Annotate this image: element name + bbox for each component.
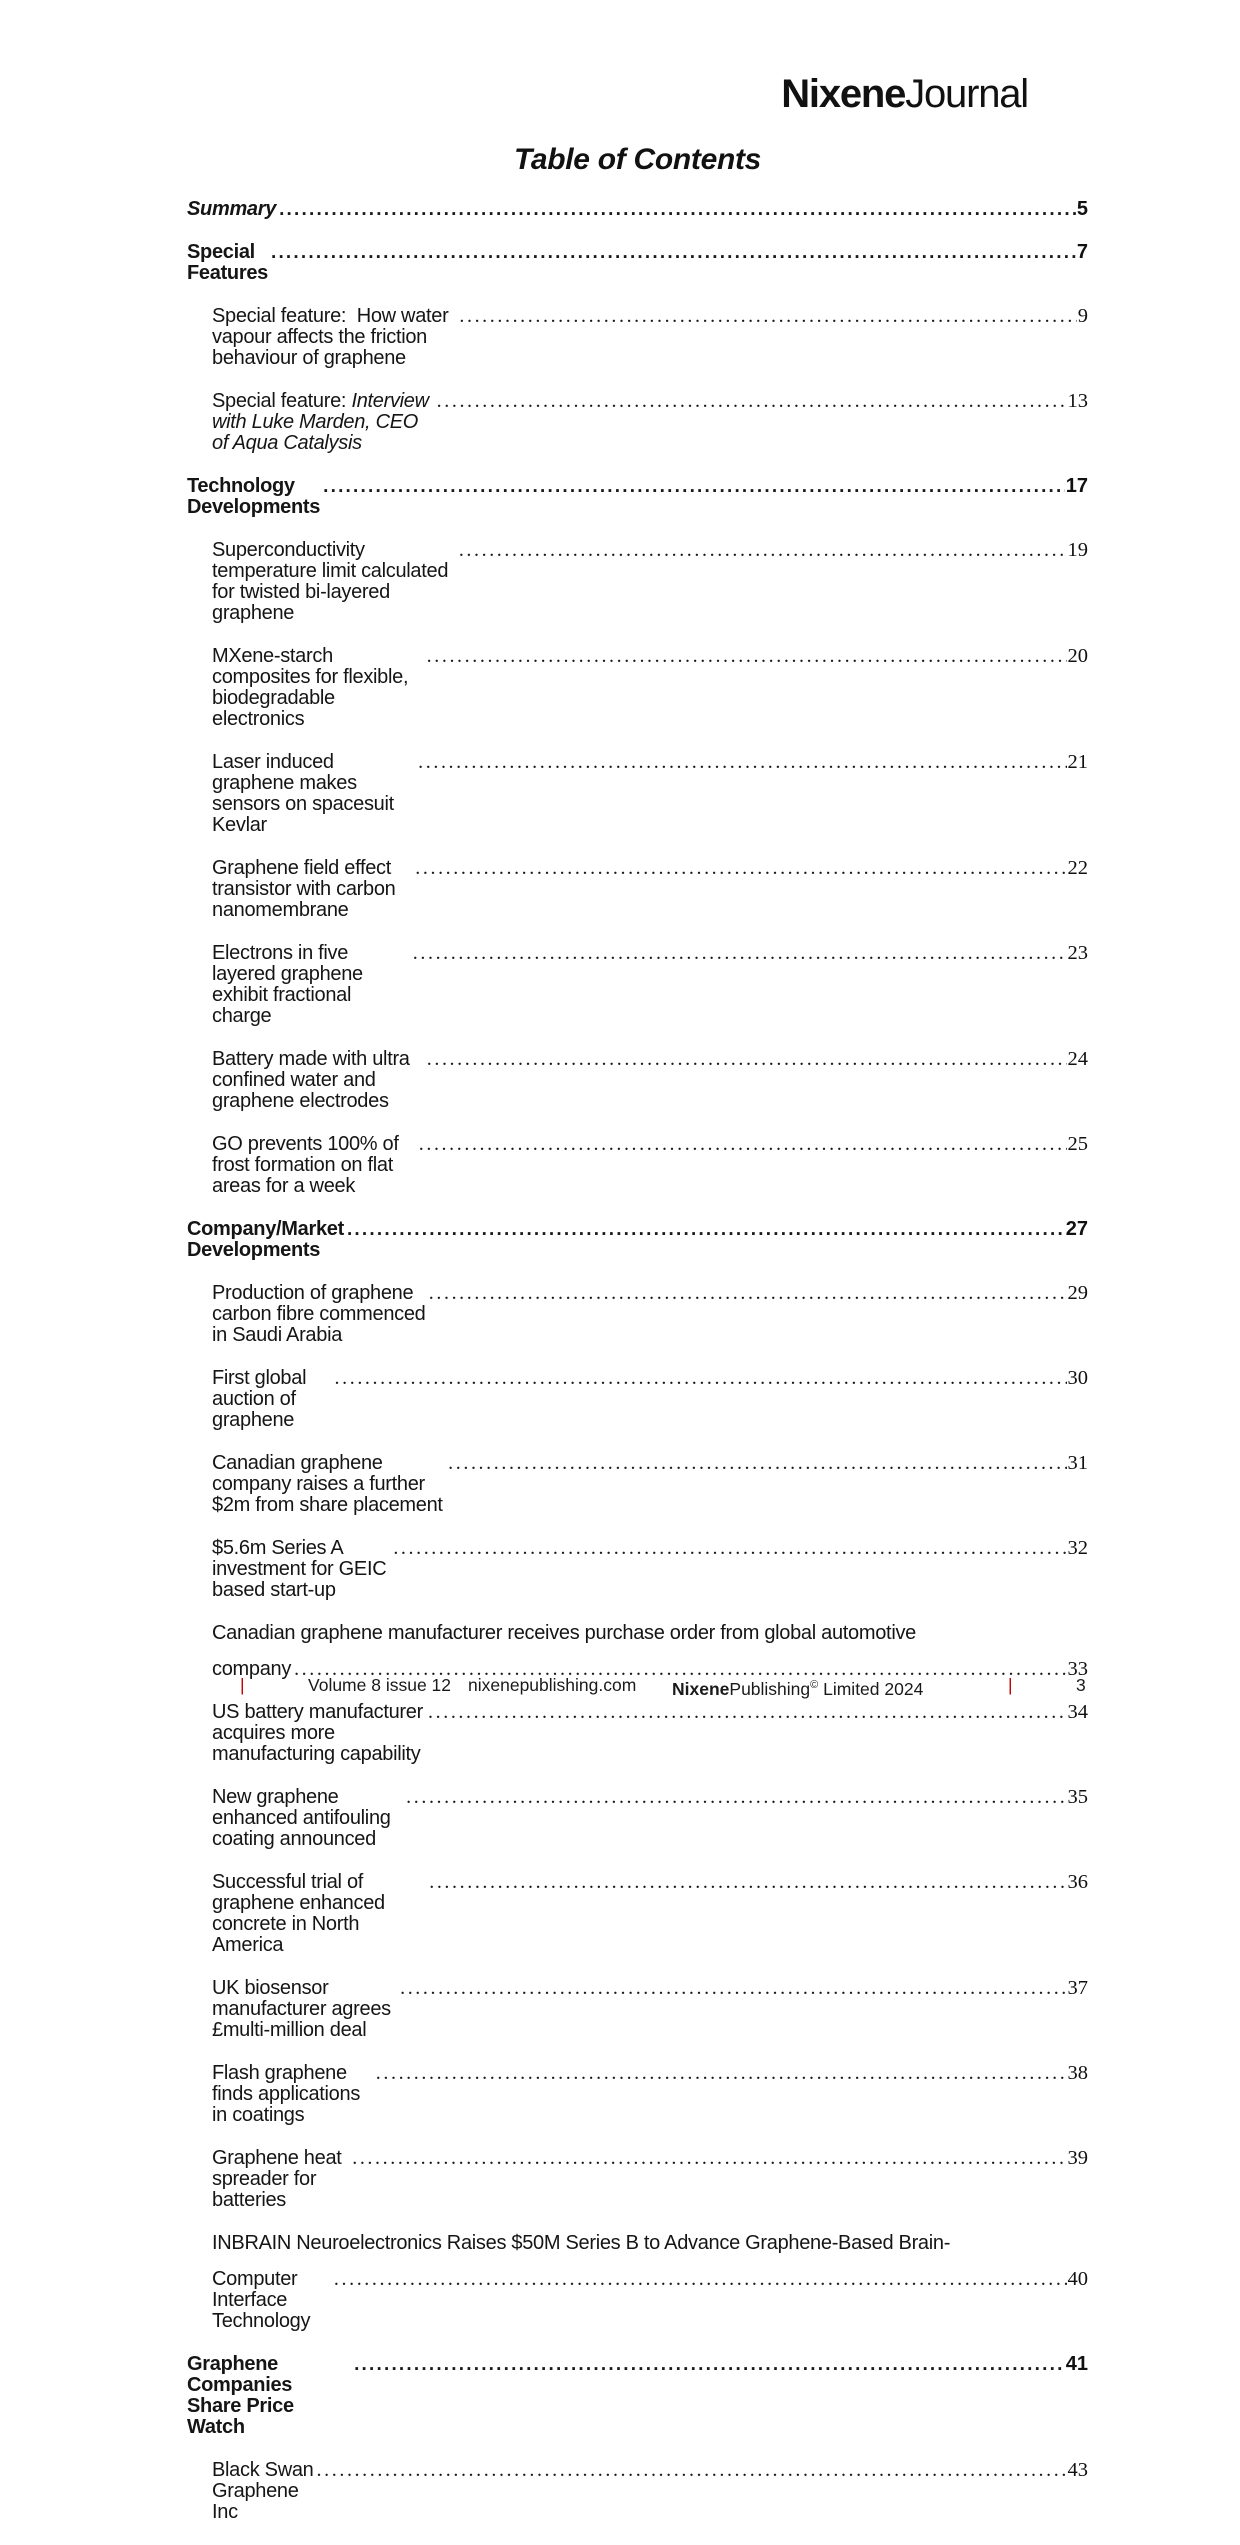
dot-leader — [448, 1453, 1066, 1474]
toc-page-number: 21 — [1067, 751, 1088, 773]
toc-entry — [187, 2460, 1088, 2523]
toc-entry-text: Computer Interface Technology — [212, 2268, 311, 2332]
toc-entry — [187, 391, 1088, 454]
toc-entry-first-line: Canadian graphene manufacturer receives purchase order from global automotive — [212, 1622, 916, 1644]
dot-leader — [376, 2063, 1067, 2084]
toc-entry-text: Battery made with ultra confined water and graphene electrodes — [212, 1048, 415, 1112]
toc-entry-label — [212, 858, 412, 921]
toc-entry-row — [212, 1872, 1088, 1956]
dot-leader — [427, 1049, 1067, 1070]
toc-entry-text: Canadian graphene company raises a further $2m from share placement — [212, 1452, 443, 1516]
dot-leader — [335, 1368, 1067, 1389]
toc-entry-label — [212, 1368, 332, 1431]
toc-entry-text: Special feature: — [212, 390, 352, 412]
footer-separator: | — [1008, 1675, 1013, 1695]
footer-publisher-nixene: Nixene — [672, 1679, 730, 1699]
toc-entry-text: company — [212, 1658, 292, 1680]
toc-entry — [187, 2354, 1088, 2438]
toc-entry-label — [212, 2148, 349, 2211]
toc-entry-text: MXene-starch composites for flexible, biodegradable electronics — [212, 645, 414, 730]
toc-page-number: 37 — [1067, 1977, 1088, 1999]
toc-page-number: 19 — [1067, 539, 1088, 561]
toc-entry-row — [212, 1538, 1088, 1601]
toc-entry-label — [212, 306, 456, 369]
toc-entry-row — [187, 199, 1088, 220]
dot-leader — [406, 1787, 1066, 1808]
table-of-contents — [187, 199, 1088, 2545]
toc-entry-row — [187, 242, 1088, 284]
footer-separator: | — [240, 1675, 245, 1695]
toc-page-number: 20 — [1067, 645, 1088, 667]
dot-leader — [352, 2148, 1066, 2169]
toc-entry — [187, 1872, 1088, 1956]
toc-entry — [187, 1219, 1088, 1261]
toc-page-number: 43 — [1067, 2459, 1088, 2481]
toc-entry-row — [212, 752, 1088, 836]
toc-entry-row — [212, 1368, 1088, 1431]
toc-entry-row — [212, 1049, 1088, 1112]
toc-entry — [187, 943, 1088, 1027]
dot-leader — [400, 1978, 1066, 1999]
logo-nixene: Nixene — [781, 72, 906, 116]
toc-entry-row — [212, 1283, 1088, 1346]
toc-entry-text: US battery manufacturer acquires more manufacturing capability — [212, 1701, 429, 1765]
toc-entry-label — [212, 1453, 445, 1516]
toc-entry — [187, 646, 1088, 730]
toc-page-number: 27 — [1065, 1218, 1088, 1240]
toc-entry-text: Graphene heat spreader for batteries — [212, 2147, 347, 2211]
dot-leader — [271, 242, 1076, 263]
toc-page-number: 35 — [1067, 1786, 1088, 1808]
dot-leader — [429, 1283, 1067, 1304]
toc-page-number: 30 — [1067, 1367, 1088, 1389]
toc-entry-text: Laser induced graphene makes sensors on spacesuit Kevlar — [212, 751, 400, 836]
toc-entry-text: Electrons in five layered graphene exhibit fractional charge — [212, 942, 369, 1027]
toc-entry-label — [187, 199, 276, 220]
toc-entry-text: First global auction of graphene — [212, 1367, 312, 1431]
toc-entry-row — [212, 646, 1088, 730]
toc-page-number: 40 — [1067, 2268, 1088, 2290]
toc-entry-text: Superconductivity temperature limit calculated for twisted bi-layered graphene — [212, 539, 454, 624]
toc-entry-label — [212, 1538, 390, 1601]
toc-entry-text: GO prevents 100% of frost formation on flat areas for a week — [212, 1133, 404, 1197]
toc-entry — [187, 858, 1088, 921]
toc-entry — [187, 2233, 1088, 2332]
toc-entry-label — [212, 1978, 397, 2041]
page-footer — [0, 1673, 1240, 1703]
toc-page-number: 39 — [1067, 2147, 1088, 2169]
dot-leader — [459, 306, 1076, 327]
toc-entry — [187, 540, 1088, 624]
toc-entry — [187, 1134, 1088, 1197]
toc-entry — [187, 1702, 1088, 1765]
dot-leader — [415, 858, 1066, 879]
toc-entry-label — [212, 1701, 429, 1765]
toc-entry-text: Company/Market Developments — [187, 1218, 350, 1261]
footer-volume-issue: Volume 8 issue 12 — [308, 1675, 452, 1695]
toc-entry-label — [212, 1787, 403, 1850]
dot-leader — [347, 1219, 1065, 1240]
toc-page-number: 23 — [1067, 942, 1088, 964]
toc-entry — [187, 1787, 1088, 1850]
footer-publisher-suffix: Limited 2024 — [818, 1679, 924, 1699]
footer-publisher-publishing: Publishing — [729, 1679, 811, 1699]
toc-entry-row — [212, 2063, 1088, 2126]
toc-entry — [187, 1978, 1088, 2041]
toc-page-number: 5 — [1076, 198, 1088, 220]
toc-page-number: 32 — [1067, 1537, 1088, 1559]
copyright-mark: © — [810, 1679, 819, 1691]
toc-entry-label — [212, 943, 410, 1027]
toc-entry-row — [212, 1453, 1088, 1516]
toc-entry-label — [212, 1282, 431, 1346]
toc-entry-label — [212, 1049, 424, 1112]
toc-page-number: 31 — [1067, 1452, 1088, 1474]
toc-entry-row — [212, 2460, 1088, 2523]
toc-entry-row — [212, 1702, 1088, 1765]
dot-leader — [459, 540, 1067, 561]
toc-entry-label — [187, 476, 320, 518]
toc-entry — [187, 1453, 1088, 1516]
dot-leader — [354, 2354, 1065, 2375]
dot-leader — [428, 1702, 1066, 1723]
toc-page-number: 36 — [1067, 1871, 1088, 1893]
toc-entry-text: Summary — [187, 198, 277, 220]
toc-entry-text: $5.6m Series A investment for GEIC based start-up — [212, 1537, 392, 1601]
toc-entry-text: Production of graphene carbon fibre commenced in Saudi Arabia — [212, 1282, 431, 1346]
toc-entry — [187, 1283, 1088, 1346]
toc-entry-label — [212, 391, 434, 454]
toc-page-number: 29 — [1067, 1282, 1088, 1304]
toc-page-number: 22 — [1067, 857, 1088, 879]
dot-leader — [429, 1872, 1066, 1893]
toc-entry — [187, 1623, 1088, 1680]
toc-page-number: 41 — [1065, 2353, 1088, 2375]
toc-entry-text: Technology Developments — [187, 475, 321, 518]
toc-entry-label — [212, 646, 424, 730]
toc-entry-text: Black Swan Graphene Inc — [212, 2459, 319, 2523]
toc-entry-italic-text: Interview with Luke Marden, CEO of Aqua Catalysis — [212, 390, 435, 454]
toc-entry — [187, 752, 1088, 836]
toc-page-number: 38 — [1067, 2062, 1088, 2084]
toc-entry-label — [212, 2269, 331, 2332]
toc-entry — [187, 2148, 1088, 2211]
dot-leader — [418, 752, 1066, 773]
dot-leader — [279, 199, 1076, 220]
toc-entry-row — [212, 540, 1088, 624]
footer-page-number: 3 — [1076, 1675, 1086, 1695]
toc-entry-text: Special Features — [187, 241, 268, 284]
dot-leader — [323, 476, 1065, 497]
toc-entry-label — [212, 1872, 426, 1956]
toc-page-number: 13 — [1067, 390, 1088, 412]
toc-entry-row — [212, 1978, 1088, 2041]
toc-entry-label — [212, 1134, 416, 1197]
toc-entry-label — [187, 2354, 351, 2438]
toc-entry-text: Successful trial of graphene enhanced concrete in North America — [212, 1871, 391, 1956]
journal-logo — [781, 74, 1028, 114]
toc-page-number: 25 — [1067, 1133, 1088, 1155]
toc-entry-label — [187, 1218, 350, 1261]
toc-entry-label — [212, 2063, 373, 2126]
toc-entry-text: UK biosensor manufacturer agrees £multi-million deal — [212, 1977, 397, 2041]
toc-entry-first-line: INBRAIN Neuroelectronics Raises $50M Series B to Advance Graphene-Based Brain- — [212, 2232, 951, 2254]
toc-entry-row — [212, 1787, 1088, 1850]
toc-entry-text: New graphene enhanced antifouling coating announced — [212, 1786, 396, 1850]
toc-entry-text: Special feature: How water vapour affects the friction behaviour of graphene — [212, 305, 454, 369]
toc-entry-row — [212, 1134, 1088, 1197]
footer-publisher — [672, 1673, 923, 1701]
toc-entry — [187, 242, 1088, 284]
toc-entry — [187, 1538, 1088, 1601]
dot-leader — [413, 943, 1067, 964]
toc-entry-text: Graphene Companies Share Price Watch — [187, 2353, 300, 2438]
toc-entry — [187, 2063, 1088, 2126]
dot-leader — [334, 2269, 1067, 2290]
toc-entry-row — [187, 2354, 1088, 2438]
toc-entry — [187, 476, 1088, 518]
toc-page-number: 34 — [1067, 1701, 1088, 1723]
toc-entry — [187, 199, 1088, 220]
dot-leader — [437, 391, 1067, 412]
toc-entry-label — [187, 242, 268, 284]
toc-page-number: 33 — [1067, 1658, 1088, 1680]
toc-entry — [187, 1368, 1088, 1431]
toc-entry-row — [187, 476, 1088, 518]
toc-entry-label — [212, 2459, 319, 2523]
dot-leader — [427, 646, 1067, 667]
toc-entry-row — [212, 2269, 1088, 2332]
toc-entry-text: Graphene field effect transistor with carbon nanomembrane — [212, 857, 401, 921]
toc-page-number: 9 — [1077, 305, 1088, 327]
toc-entry-row — [212, 943, 1088, 1027]
dot-leader — [419, 1134, 1067, 1155]
toc-entry-row — [187, 1219, 1088, 1261]
toc-page-number: 24 — [1067, 1048, 1088, 1070]
toc-entry-label — [212, 540, 456, 624]
dot-leader — [393, 1538, 1066, 1559]
page-title: Table of Contents — [513, 143, 762, 176]
footer-website: nixenepublishing.com — [468, 1675, 637, 1695]
toc-entry-row — [212, 2148, 1088, 2211]
toc-entry-row — [212, 858, 1088, 921]
toc-entry-text: Flash graphene finds applications in coatings — [212, 2062, 366, 2126]
logo-journal: Journal — [905, 72, 1028, 116]
dot-leader — [317, 2460, 1067, 2481]
toc-page-number: 17 — [1065, 475, 1088, 497]
toc-entry-row — [212, 306, 1088, 369]
toc-entry — [187, 306, 1088, 369]
toc-entry — [187, 1049, 1088, 1112]
toc-entry-row — [212, 391, 1088, 454]
toc-page-number: 7 — [1076, 241, 1088, 263]
toc-entry-label — [212, 752, 415, 836]
